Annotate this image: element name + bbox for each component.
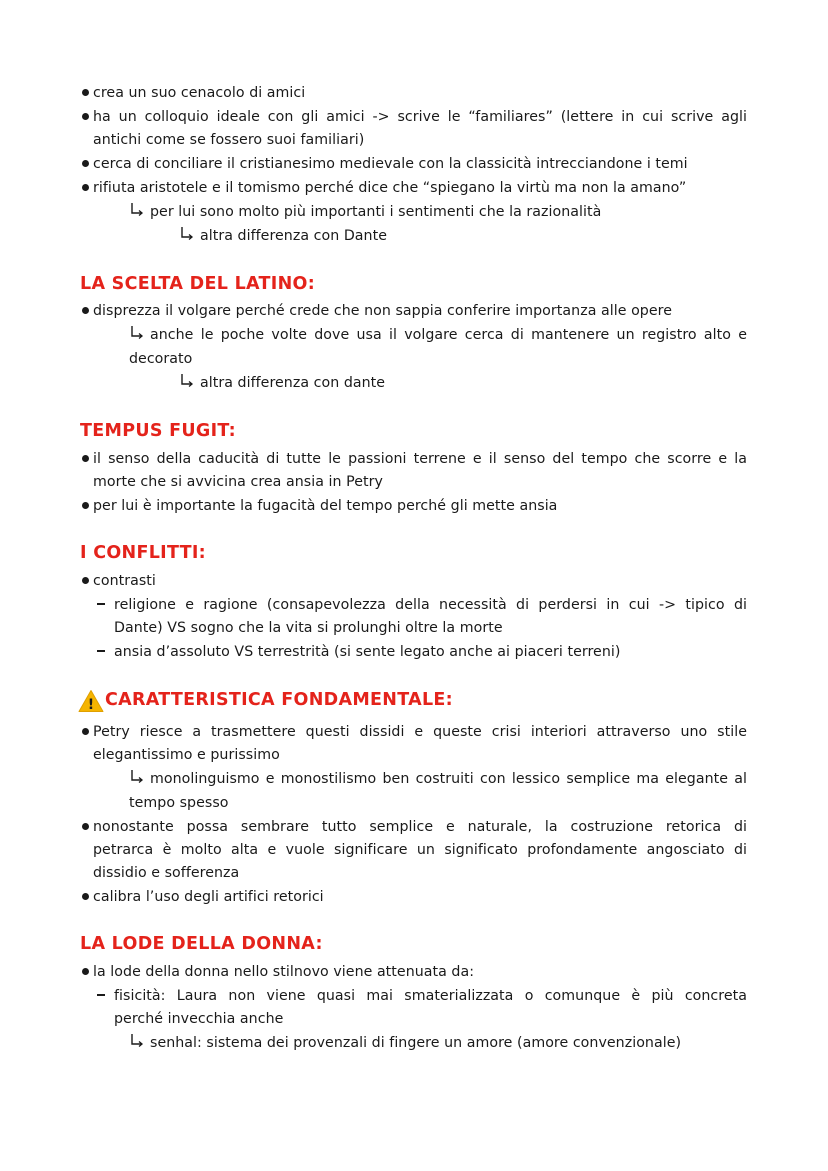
- bullet-dot: [82, 823, 89, 830]
- conflitti-dash-1-line-2: Dante) VS sogno che la vita si prolunghi oltre la morte: [114, 620, 503, 636]
- caratt-bullet-2-line-1: nonostante possa sembrare tutto semplice e naturale, la costruzione retorica di: [93, 819, 747, 835]
- intro-bullet-1: crea un suo cenacolo di amici: [93, 85, 306, 101]
- section-heading-tempus-fugit: TEMPUS FUGIT:: [80, 421, 236, 441]
- latino-sub-1-line-1: anche le poche volte dove usa il volgare cerca di mantenere un registro alto e: [150, 327, 747, 343]
- bullet-dot: [82, 307, 89, 314]
- bullet-dot: [82, 893, 89, 900]
- bullet-dot: [82, 89, 89, 96]
- return-arrow-icon: [130, 1033, 144, 1047]
- intro-bullet-2-line-2: antichi come se fossero suoi familiari): [93, 132, 365, 148]
- return-arrow-icon: [130, 769, 144, 783]
- conflitti-dash-1-line-1: religione e ragione (consapevolezza della necessità di perdersi in cui -> tipico di: [114, 597, 747, 613]
- dash-marker: [97, 994, 105, 996]
- caratt-bullet-2-line-3: dissidio e sofferenza: [93, 865, 240, 881]
- tempus-bullet-1-line-1: il senso della caducità di tutte le passioni terrene e il senso del tempo che scorre e la: [93, 451, 747, 467]
- bullet-dot: [82, 728, 89, 735]
- caratt-bullet-1-line-1: Petry riesce a trasmettere questi dissidi e queste crisi interiori attraverso uno stile: [93, 724, 747, 740]
- intro-bullet-3: cerca di conciliare il cristianesimo medievale con la classicità intrecciandone i temi: [93, 156, 688, 172]
- return-arrow-icon: [180, 373, 194, 387]
- dash-marker: [97, 603, 105, 605]
- intro-bullet-4: rifiuta aristotele e il tomismo perché dice che “spiegano la virtù ma non la amano”: [93, 180, 687, 196]
- intro-bullet-2-line-1: ha un colloquio ideale con gli amici -> scrive le “familiares” (lettere in cui scrive agli: [93, 109, 747, 125]
- bullet-dot: [82, 502, 89, 509]
- section-heading-lode: LA LODE DELLA DONNA:: [80, 934, 323, 954]
- tempus-bullet-1-line-2: morte che si avvicina crea ansia in Petry: [93, 474, 383, 490]
- section-heading-caratteristica: CARATTERISTICA FONDAMENTALE:: [105, 690, 453, 710]
- lode-sub-1: senhal: sistema dei provenzali di fingere un amore (amore convenzionale): [150, 1035, 682, 1051]
- latino-sub-2: altra differenza con dante: [200, 375, 386, 391]
- dash-marker: [97, 650, 105, 652]
- warning-icon: [78, 689, 104, 713]
- bullet-dot: [82, 577, 89, 584]
- lode-bullet-1: la lode della donna nello stilnovo viene attenuata da:: [93, 964, 475, 980]
- caratt-sub-1-line-2: tempo spesso: [129, 795, 229, 811]
- conflitti-bullet-1: contrasti: [93, 573, 156, 589]
- warning-glyph: !: [87, 697, 95, 713]
- caratt-bullet-3: calibra l’uso degli artifici retorici: [93, 889, 324, 905]
- return-arrow-icon: [130, 202, 144, 216]
- return-arrow-icon: [180, 226, 194, 240]
- latino-bullet-1: disprezza il volgare perché crede che non sappia conferire importanza alle opere: [93, 303, 672, 319]
- tempus-bullet-2: per lui è importante la fugacità del tempo perché gli mette ansia: [93, 498, 558, 514]
- lode-dash-1-line-1: fisicità: Laura non viene quasi mai smaterializzata o comunque è più concreta: [114, 988, 747, 1004]
- intro-sub-1: per lui sono molto più importanti i sentimenti che la razionalità: [150, 204, 602, 220]
- lode-dash-1-line-2: perché invecchia anche: [114, 1011, 284, 1027]
- bullet-dot: [82, 184, 89, 191]
- conflitti-dash-2: ansia d’assoluto VS terrestrità (si sente legato anche ai piaceri terreni): [114, 644, 621, 660]
- caratt-bullet-1-line-2: elegantissimo e purissimo: [93, 747, 280, 763]
- latino-sub-1-line-2: decorato: [129, 351, 193, 367]
- caratt-bullet-2-line-2: petrarca è molto alta e vuole significare un significato profondamente angosciato di: [93, 842, 747, 858]
- bullet-dot: [82, 455, 89, 462]
- bullet-dot: [82, 113, 89, 120]
- bullet-dot: [82, 968, 89, 975]
- intro-sub-2: altra differenza con Dante: [200, 228, 387, 244]
- section-heading-conflitti: I CONFLITTI:: [80, 543, 206, 563]
- return-arrow-icon: [130, 325, 144, 339]
- section-heading-latino: LA SCELTA DEL LATINO:: [80, 274, 315, 294]
- bullet-dot: [82, 160, 89, 167]
- caratt-sub-1-line-1: monolinguismo e monostilismo ben costruiti con lessico semplice ma elegante al: [150, 771, 747, 787]
